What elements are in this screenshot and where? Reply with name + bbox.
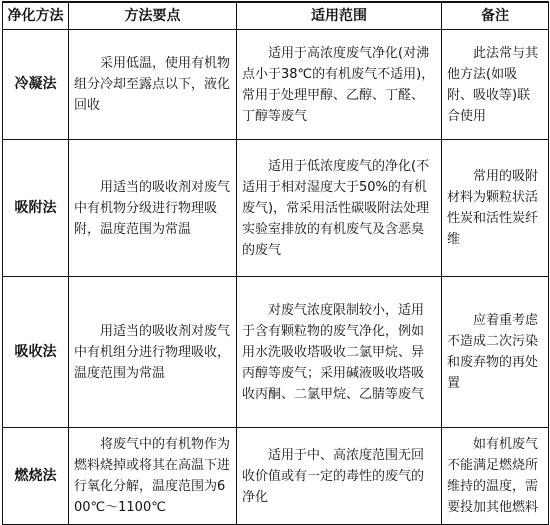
key-points-cell: 将废气中的有机物作为燃料烧掉或将其在高温下进行氧化分解，温度范围为600℃～1100℃: [69, 428, 237, 525]
scope-cell: 适用于高浓度废气净化(对沸点小于38℃的有机废气不适用)，常用于处理甲醇、乙醇、丁醛、丁醇等废气: [237, 30, 442, 140]
table-row: [3, 277, 549, 428]
method-cell: 吸收法: [3, 277, 69, 428]
key-points-cell: 用适当的吸收剂对废气中有机组分进行物理吸收，温度范围为常温: [69, 277, 237, 428]
scope-cell: 适用于低浓度废气的净化(不适用于相对湿度大于50%的有机废气)，常采用活性碳吸附法处理实验室排放的有机废气及含恶臭的废气: [237, 140, 442, 277]
remarks-cell: 如有机废气不能满足燃烧所维持的温度，需要投加其他燃料: [442, 428, 549, 525]
header-method: 净化方法: [3, 2, 69, 30]
purification-methods-table: [2, 1, 549, 525]
scope-cell: 对废气浓度限制较小，适用于含有颗粒物的废气净化，例如用水洗吸收塔吸收二氯甲烷、异丙醇等废气；采用碱液吸收塔吸收丙酮、二氯甲烷、乙腈等废气: [237, 277, 442, 428]
method-cell: 燃烧法: [3, 428, 69, 525]
header-scope: 适用范围: [237, 2, 442, 30]
method-cell: 吸附法: [3, 140, 69, 277]
scope-cell: 适用于中、高浓度范围无回收价值或有一定的毒性的废气的净化: [237, 428, 442, 525]
table-row: [3, 30, 549, 140]
table-row: [3, 140, 549, 277]
remarks-cell: 此法常与其他方法(如吸附、吸收等)联合使用: [442, 30, 549, 140]
header-key-points: 方法要点: [69, 2, 237, 30]
remarks-cell: 应着重考虑不造成二次污染和废弃物的再处置: [442, 277, 549, 428]
key-points-cell: 采用低温，使用有机物组分冷却至露点以下，液化回收: [69, 30, 237, 140]
header-remarks: 备注: [442, 2, 549, 30]
remarks-cell: 常用的吸附材料为颗粒状活性炭和活性炭纤维: [442, 140, 549, 277]
method-cell: 冷凝法: [3, 30, 69, 140]
table-header-row: [3, 2, 549, 30]
table-row: [3, 428, 549, 525]
key-points-cell: 用适当的吸收剂对废气中有机物分级进行物理吸附，温度范围为常温: [69, 140, 237, 277]
